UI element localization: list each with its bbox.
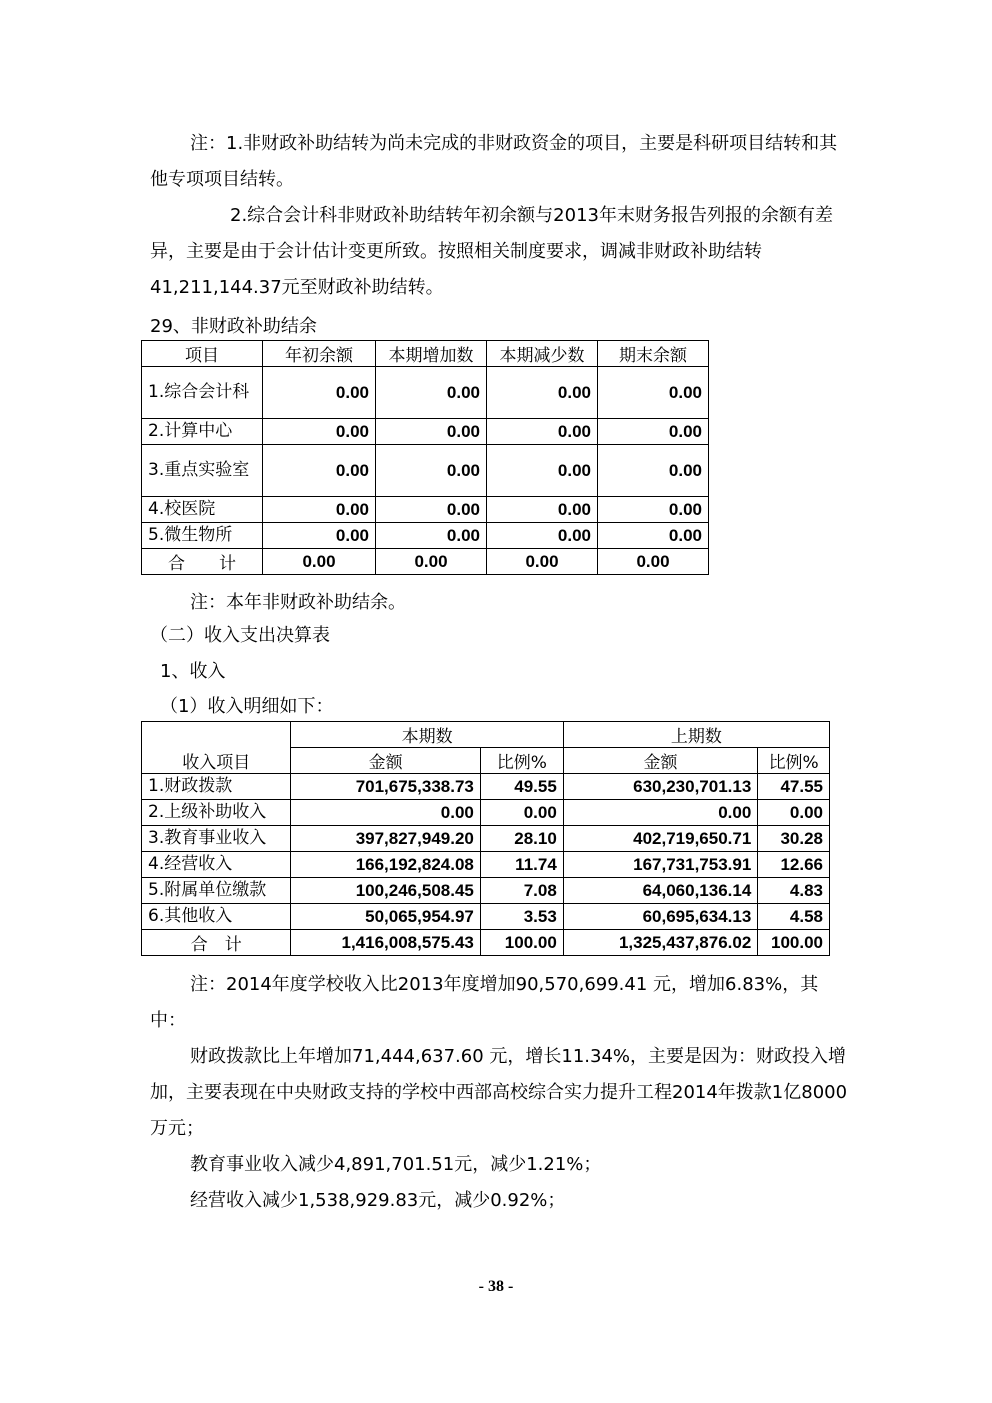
cell-value: 630,230,701.13 bbox=[563, 774, 758, 800]
row-label: 合 计 bbox=[142, 930, 291, 956]
table-row bbox=[142, 904, 830, 930]
cell-value: 402,719,650.71 bbox=[563, 826, 758, 852]
table-row bbox=[142, 852, 830, 878]
row-label: 4.校医院 bbox=[142, 497, 263, 523]
income-heading: 1、收入 bbox=[160, 661, 226, 682]
cell-value: 7.08 bbox=[480, 878, 563, 904]
cell-value: 0.00 bbox=[487, 367, 598, 419]
cell-value: 100.00 bbox=[480, 930, 563, 956]
row-label: 2.计算中心 bbox=[142, 419, 263, 445]
cell-value: 0.00 bbox=[263, 549, 376, 575]
cell-value: 0.00 bbox=[598, 419, 709, 445]
row-label: 6.其他收入 bbox=[142, 904, 291, 930]
col-header-item: 收入项目 bbox=[142, 722, 291, 774]
cell-value: 0.00 bbox=[376, 497, 487, 523]
cell-value: 0.00 bbox=[487, 549, 598, 575]
income-detail-heading: （1）收入明细如下： bbox=[160, 696, 334, 717]
cell-value: 0.00 bbox=[598, 445, 709, 497]
table-total-row bbox=[142, 549, 709, 575]
cell-value: 3.53 bbox=[480, 904, 563, 930]
cell-value: 0.00 bbox=[376, 445, 487, 497]
note-paragraph-1: 注：1.非财政补助结转为尚未完成的非财政资金的项目，主要是科研项目结转和其他专项项目结转。 bbox=[150, 133, 838, 190]
table-row bbox=[142, 826, 830, 852]
cell-value: 0.00 bbox=[598, 367, 709, 419]
cell-value: 0.00 bbox=[263, 419, 376, 445]
cell-value: 0.00 bbox=[376, 367, 487, 419]
section-29-note: 注：本年非财政补助结余。 bbox=[190, 592, 406, 613]
cell-value: 12.66 bbox=[758, 852, 830, 878]
row-label: 5.附属单位缴款 bbox=[142, 878, 291, 904]
income-detail-table bbox=[141, 721, 830, 956]
col-header-current: 本期数 bbox=[291, 722, 563, 748]
cell-value: 0.00 bbox=[758, 800, 830, 826]
cell-value: 30.28 bbox=[758, 826, 830, 852]
cell-value: 0.00 bbox=[263, 497, 376, 523]
cell-value: 0.00 bbox=[598, 497, 709, 523]
cell-value: 1,416,008,575.43 bbox=[291, 930, 480, 956]
cell-value: 0.00 bbox=[263, 367, 376, 419]
cell-value: 0.00 bbox=[263, 445, 376, 497]
row-label: 5.微生物所 bbox=[142, 523, 263, 549]
row-label: 3.教育事业收入 bbox=[142, 826, 291, 852]
row-label: 4.经营收入 bbox=[142, 852, 291, 878]
table-total-row bbox=[142, 930, 830, 956]
cell-value: 11.74 bbox=[480, 852, 563, 878]
row-label: 3.重点实验室 bbox=[142, 445, 263, 497]
cell-value: 64,060,136.14 bbox=[563, 878, 758, 904]
row-label: 2.上级补助收入 bbox=[142, 800, 291, 826]
cell-value: 166,192,824.08 bbox=[291, 852, 480, 878]
table-row bbox=[142, 445, 709, 497]
cell-value: 47.55 bbox=[758, 774, 830, 800]
col-header: 年初余额 bbox=[263, 341, 376, 367]
cell-value: 4.83 bbox=[758, 878, 830, 904]
table-row bbox=[142, 497, 709, 523]
section-29-title: 29、非财政补助结余 bbox=[150, 316, 317, 337]
cell-value: 0.00 bbox=[487, 497, 598, 523]
col-header: 本期增加数 bbox=[376, 341, 487, 367]
col-header: 期末余额 bbox=[598, 341, 709, 367]
cell-value: 0.00 bbox=[291, 800, 480, 826]
cell-value: 0.00 bbox=[598, 523, 709, 549]
cell-value: 1,325,437,876.02 bbox=[563, 930, 758, 956]
col-header: 项目 bbox=[142, 341, 263, 367]
col-header-ratio: 比例% bbox=[758, 748, 830, 774]
cell-value: 49.55 bbox=[480, 774, 563, 800]
col-header: 本期减少数 bbox=[487, 341, 598, 367]
cell-value: 0.00 bbox=[598, 549, 709, 575]
cell-value: 0.00 bbox=[487, 523, 598, 549]
cell-value: 167,731,753.91 bbox=[563, 852, 758, 878]
cell-value: 60,695,634.13 bbox=[563, 904, 758, 930]
cell-value: 701,675,338.73 bbox=[291, 774, 480, 800]
col-header-amount: 金额 bbox=[563, 748, 758, 774]
cell-value: 397,827,949.20 bbox=[291, 826, 480, 852]
row-label: 合 计 bbox=[142, 549, 263, 575]
income-note-1: 注：2014年度学校收入比2013年度增加90,570,699.41 元，增加6.83%，其中： bbox=[150, 974, 819, 1031]
table-row bbox=[142, 419, 709, 445]
cell-value: 100,246,508.45 bbox=[291, 878, 480, 904]
non-fiscal-surplus-table bbox=[141, 340, 709, 575]
note-paragraph-2: 2.综合会计科非财政补助结转年初余额与2013年末财务报告列报的余额有差异，主要是由于会计估计变更所致。按照相关制度要求，调减非财政补助结转41,211,144.37元至财政补助结转。 bbox=[150, 205, 833, 298]
cell-value: 0.00 bbox=[487, 445, 598, 497]
income-note-3: 教育事业收入减少4,891,701.51元，减少1.21%； bbox=[190, 1154, 602, 1175]
cell-value: 0.00 bbox=[487, 419, 598, 445]
table-row bbox=[142, 367, 709, 419]
cell-value: 0.00 bbox=[376, 549, 487, 575]
col-header-amount: 金额 bbox=[291, 748, 480, 774]
table-header-row bbox=[142, 722, 830, 748]
col-header-ratio: 比例% bbox=[480, 748, 563, 774]
row-label: 1.综合会计科 bbox=[142, 367, 263, 419]
table-row bbox=[142, 800, 830, 826]
cell-value: 0.00 bbox=[563, 800, 758, 826]
table-header-row bbox=[142, 341, 709, 367]
cell-value: 0.00 bbox=[480, 800, 563, 826]
table-row bbox=[142, 774, 830, 800]
table-row bbox=[142, 878, 830, 904]
row-label: 1.财政拨款 bbox=[142, 774, 291, 800]
cell-value: 100.00 bbox=[758, 930, 830, 956]
cell-value: 50,065,954.97 bbox=[291, 904, 480, 930]
income-note-2: 财政拨款比上年增加71,444,637.60 元，增长11.34%，主要是因为：财政投入增加，主要表现在中央财政支持的学校中西部高校综合实力提升工程2014年拨款1亿8000万元； bbox=[150, 1046, 848, 1139]
income-note-4: 经营收入减少1,538,929.83元，减少0.92%； bbox=[190, 1190, 566, 1211]
cell-value: 4.58 bbox=[758, 904, 830, 930]
cell-value: 28.10 bbox=[480, 826, 563, 852]
cell-value: 0.00 bbox=[263, 523, 376, 549]
cell-value: 0.00 bbox=[376, 419, 487, 445]
page-number: - 38 - bbox=[478, 1278, 514, 1295]
col-header-previous: 上期数 bbox=[563, 722, 829, 748]
table-row bbox=[142, 523, 709, 549]
section-2-title: （二）收入支出决算表 bbox=[150, 625, 330, 646]
cell-value: 0.00 bbox=[376, 523, 487, 549]
